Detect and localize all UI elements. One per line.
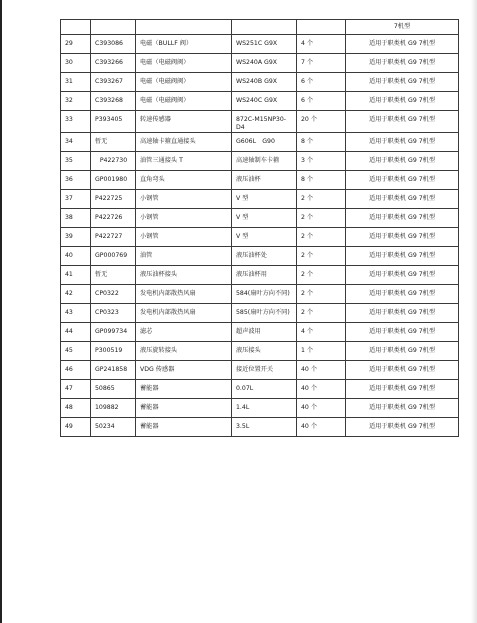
cell-number: 36	[61, 171, 91, 190]
cell-spec	[232, 20, 297, 35]
cell-number: 37	[61, 190, 91, 209]
cell-spec: WS240C G9X	[232, 92, 297, 111]
table-row	[61, 418, 459, 437]
cell-name: 电磁（电磁阀阀）	[136, 92, 232, 111]
cell-number: 40	[61, 247, 91, 266]
cell-number: 48	[61, 399, 91, 418]
cell-spec: V 型	[232, 209, 297, 228]
cell-spec: WS240B G9X	[232, 73, 297, 92]
cell-name: 电磁（BULLF 阀）	[136, 35, 232, 54]
cell-use: 适用于职类机 G9 7机型	[346, 361, 459, 380]
cell-code: C393086	[91, 35, 136, 54]
cell-qty: 7 个	[297, 54, 346, 73]
table-row	[61, 285, 459, 304]
cell-code: GP000769	[91, 247, 136, 266]
cell-name: 蓄能器	[136, 380, 232, 399]
cell-use: 适用于职类机 G9 7机型	[346, 92, 459, 111]
table-row	[61, 361, 459, 380]
cell-code: CP0323	[91, 304, 136, 323]
cell-code: P422726	[91, 209, 136, 228]
cell-qty: 3 个	[297, 152, 346, 171]
table-row	[61, 399, 459, 418]
cell-name: 滤芯	[136, 323, 232, 342]
cell-spec: 1.4L	[232, 399, 297, 418]
cell-use: 适用于职类机 G9 7机型	[346, 35, 459, 54]
parts-table	[60, 19, 459, 437]
cell-qty: 4 个	[297, 35, 346, 54]
cell-number: 30	[61, 54, 91, 73]
cell-use: 适用于职类机 G9 7机型	[346, 54, 459, 73]
cell-spec: 584(扇叶方向不同)	[232, 285, 297, 304]
cell-number: 47	[61, 380, 91, 399]
cell-name	[136, 20, 232, 35]
cell-spec: V 型	[232, 228, 297, 247]
cell-code: C393266	[91, 54, 136, 73]
cell-spec: 液压油杯用	[232, 266, 297, 285]
cell-qty: 2 个	[297, 228, 346, 247]
cell-qty: 40 个	[297, 361, 346, 380]
table-row	[61, 152, 459, 171]
cell-name: 蓄能器	[136, 418, 232, 437]
cell-qty: 2 个	[297, 285, 346, 304]
table-row	[61, 111, 459, 133]
cell-code	[91, 20, 136, 35]
cell-code: P422730	[91, 152, 136, 171]
cell-name: 转速传感器	[136, 111, 232, 133]
page-left-edge	[0, 0, 2, 623]
cell-name: 小钢管	[136, 228, 232, 247]
page-right-shadow	[471, 0, 477, 623]
cell-number: 33	[61, 111, 91, 133]
cell-number: 49	[61, 418, 91, 437]
cell-spec: G606L G90	[232, 133, 297, 152]
cell-number: 45	[61, 342, 91, 361]
cell-number: 35	[61, 152, 91, 171]
cell-name: 蓄能器	[136, 399, 232, 418]
cell-qty: 40 个	[297, 399, 346, 418]
cell-number: 31	[61, 73, 91, 92]
table-row	[61, 20, 459, 35]
cell-spec: WS240A G9X	[232, 54, 297, 73]
cell-code: 暂无	[91, 266, 136, 285]
cell-name: 小钢管	[136, 209, 232, 228]
cell-use: 适用于职类机 G9 7机型	[346, 380, 459, 399]
cell-use: 适用于职类机 G9 7机型	[346, 209, 459, 228]
cell-qty	[297, 20, 346, 35]
table-row	[61, 133, 459, 152]
cell-spec: V 型	[232, 190, 297, 209]
table-row	[61, 190, 459, 209]
cell-qty: 20 个	[297, 111, 346, 133]
table-row	[61, 228, 459, 247]
cell-name: 小钢管	[136, 190, 232, 209]
cell-spec: 0.07L	[232, 380, 297, 399]
cell-name: 发电机内部散热风扇	[136, 304, 232, 323]
cell-name: 直角弯头	[136, 171, 232, 190]
cell-code: CP0322	[91, 285, 136, 304]
cell-use: 适用于职类机 G9 7机型	[346, 171, 459, 190]
cell-spec: 872C-M15NP30-D4	[232, 111, 297, 133]
cell-name: 发电机内部散热风扇	[136, 285, 232, 304]
cell-name: 油管三通接头 T	[136, 152, 232, 171]
cell-code: P300519	[91, 342, 136, 361]
cell-code: P393405	[91, 111, 136, 133]
cell-name: 油管	[136, 247, 232, 266]
cell-use: 适用于职类机 G9 7机型	[346, 399, 459, 418]
cell-qty: 1 个	[297, 342, 346, 361]
table-row	[61, 171, 459, 190]
cell-qty: 40 个	[297, 380, 346, 399]
table-row	[61, 342, 459, 361]
cell-number: 39	[61, 228, 91, 247]
cell-number: 43	[61, 304, 91, 323]
cell-spec: 3.5L	[232, 418, 297, 437]
cell-code: C393268	[91, 92, 136, 111]
cell-code: 50865	[91, 380, 136, 399]
cell-use: 适用于职类机 G9 7机型	[346, 418, 459, 437]
cell-use: 适用于职类机 G9 7机型	[346, 323, 459, 342]
cell-number: 46	[61, 361, 91, 380]
cell-qty: 2 个	[297, 209, 346, 228]
cell-spec: 液压油杯处	[232, 247, 297, 266]
cell-use: 适用于职类机 G9 7机型	[346, 285, 459, 304]
cell-name: 电磁（电磁阀阀）	[136, 54, 232, 73]
cell-qty: 4 个	[297, 323, 346, 342]
cell-qty: 8 个	[297, 171, 346, 190]
cell-spec: 高速轴制车卡箍	[232, 152, 297, 171]
cell-code: GP001980	[91, 171, 136, 190]
cell-code: GP099734	[91, 323, 136, 342]
table-row	[61, 209, 459, 228]
table-row	[61, 54, 459, 73]
cell-qty: 2 个	[297, 266, 346, 285]
cell-use: 适用于职类机 G9 7机型	[346, 266, 459, 285]
cell-code: GP241858	[91, 361, 136, 380]
cell-name: VDG 传感器	[136, 361, 232, 380]
cell-use: 7机型	[346, 20, 459, 35]
cell-qty: 8 个	[297, 133, 346, 152]
cell-number: 34	[61, 133, 91, 152]
cell-use: 适用于职类机 G9 7机型	[346, 111, 459, 133]
cell-number: 38	[61, 209, 91, 228]
cell-spec: 超声波用	[232, 323, 297, 342]
table-row	[61, 35, 459, 54]
cell-spec: 接近位置开关	[232, 361, 297, 380]
cell-use: 适用于职类机 G9 7机型	[346, 342, 459, 361]
cell-qty: 6 个	[297, 73, 346, 92]
cell-name: 高速轴卡箍直通接头	[136, 133, 232, 152]
cell-code: C393267	[91, 73, 136, 92]
cell-number: 29	[61, 35, 91, 54]
table-row	[61, 266, 459, 285]
cell-spec: 液压接头	[232, 342, 297, 361]
table-row	[61, 247, 459, 266]
cell-use: 适用于职类机 G9 7机型	[346, 190, 459, 209]
cell-qty: 2 个	[297, 190, 346, 209]
cell-code: 暂无	[91, 133, 136, 152]
cell-name: 液压旋转接头	[136, 342, 232, 361]
cell-code: 50234	[91, 418, 136, 437]
parts-table-body	[61, 20, 459, 437]
cell-number: 32	[61, 92, 91, 111]
cell-code: 109882	[91, 399, 136, 418]
table-row	[61, 380, 459, 399]
cell-qty: 2 个	[297, 247, 346, 266]
cell-code: P422727	[91, 228, 136, 247]
cell-name: 液压油杯接头	[136, 266, 232, 285]
table-row	[61, 92, 459, 111]
cell-spec: WS251C G9X	[232, 35, 297, 54]
cell-use: 适用于职类机 G9 7机型	[346, 304, 459, 323]
cell-qty: 40 个	[297, 418, 346, 437]
cell-use: 适用于职类机 G9 7机型	[346, 152, 459, 171]
cell-spec: 液压油杯	[232, 171, 297, 190]
cell-number: 42	[61, 285, 91, 304]
cell-number	[61, 20, 91, 35]
cell-qty: 6 个	[297, 92, 346, 111]
cell-spec: 585(扇叶方向不同)	[232, 304, 297, 323]
cell-use: 适用于职类机 G9 7机型	[346, 73, 459, 92]
cell-qty: 2 个	[297, 304, 346, 323]
cell-code: P422725	[91, 190, 136, 209]
cell-use: 适用于职类机 G9 7机型	[346, 228, 459, 247]
table-row	[61, 73, 459, 92]
cell-use: 适用于职类机 G9 7机型	[346, 247, 459, 266]
table-row	[61, 323, 459, 342]
cell-number: 44	[61, 323, 91, 342]
cell-use: 适用于职类机 G9 7机型	[346, 133, 459, 152]
cell-name: 电磁（电磁阀阀）	[136, 73, 232, 92]
cell-number: 41	[61, 266, 91, 285]
table-row	[61, 304, 459, 323]
